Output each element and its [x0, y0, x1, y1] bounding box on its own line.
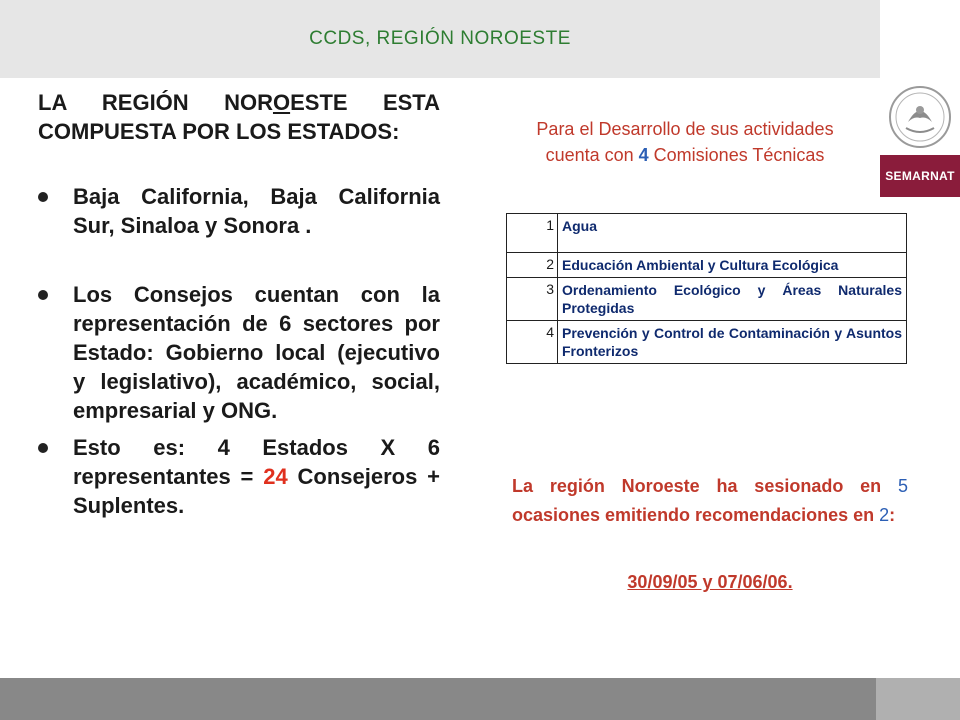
- commission-number: 1: [507, 214, 558, 253]
- commissions-heading: Para el Desarrollo de sus actividades cuenta con 4 Comisiones Técnicas: [536, 119, 834, 165]
- national-seal-icon: [882, 82, 958, 152]
- commission-name: Ordenamiento Ecológico y Áreas Naturales Protegidas: [558, 278, 907, 321]
- bullet-dot: [38, 443, 48, 453]
- commission-name: Agua: [558, 214, 907, 253]
- bullet-representation: Los Consejos cuentan con la representación de 6 sectores por Estado: Gobierno local (ejecutivo y legislativo), académico, social, empresarial y ONG.: [38, 280, 440, 425]
- bullet-list: [38, 182, 440, 520]
- commission-number: 2: [507, 253, 558, 278]
- sessions-text: La región Noroeste ha sesionado en 5 ocasiones emitiendo recomendaciones en 2:: [512, 476, 908, 525]
- bullet-total: Esto es: 4 Estados X 6 representantes = 24 Consejeros + Suplentes.: [38, 433, 440, 520]
- commission-name: Prevención y Control de Contaminación y Asuntos Fronterizos: [558, 321, 907, 364]
- commission-number: 3: [507, 278, 558, 321]
- table-row: [507, 278, 907, 321]
- table-row: [507, 321, 907, 364]
- session-dates: 30/09/05 y 07/06/06.: [627, 572, 793, 592]
- intro-text: LA REGIÓN NOROESTE ESTA COMPUESTA POR LOS ESTADOS:: [38, 90, 440, 144]
- slide-title: CCDS, REGIÓN NOROESTE: [309, 28, 571, 49]
- commission-name: Educación Ambiental y Cultura Ecológica: [558, 253, 907, 278]
- bullet-dot: [38, 290, 48, 300]
- table-row: [507, 214, 907, 253]
- table-row: [507, 253, 907, 278]
- region-description: [38, 88, 440, 520]
- commission-number: 4: [507, 321, 558, 364]
- bullet-states: Baja California, Baja California Sur, Sinaloa y Sonora .: [38, 182, 440, 240]
- brand-logo: SEMARNAT: [880, 155, 960, 197]
- footer-band: [0, 678, 876, 720]
- bullet-dot: [38, 192, 48, 202]
- footer-corner: [876, 678, 960, 720]
- commissions-table: [506, 213, 907, 364]
